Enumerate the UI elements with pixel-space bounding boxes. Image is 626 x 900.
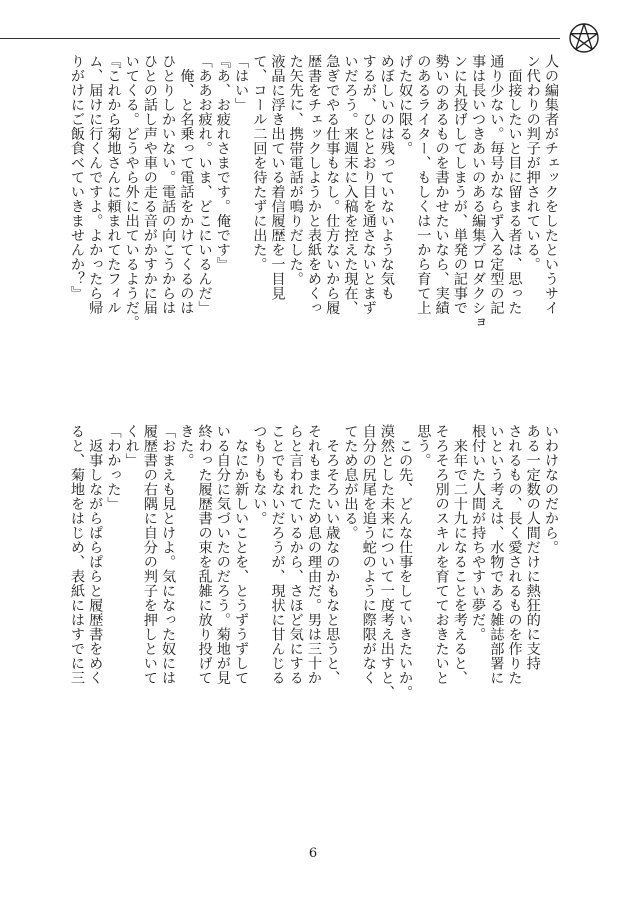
text-column: 事は長いつきあいのある編集プロダクショ [470, 54, 487, 330]
text-column: 返事しながらぱらぱらと履歴書をめく [87, 424, 104, 685]
text-column: 来年で二十九になることを考えると、 [451, 424, 468, 685]
text-column: いだろう。来週末に入稿を控えた現在、 [342, 54, 359, 315]
text-column: らと言われているから、さほど気にする [287, 424, 304, 685]
text-column: 自分の尻尾を追う蛇のように際限がなく [360, 424, 377, 685]
text-column: ことでもないだろうが、現状に甘んじる [269, 424, 286, 685]
text-column: 勢いのあるものを書かせたいなら、実績 [433, 54, 450, 315]
text-column: ひとの話し声や車の走る音がかすかに届 [141, 54, 158, 315]
header-rule [0, 38, 560, 39]
text-column: ると、菊地をはじめ、表紙にはすでに三 [69, 424, 85, 685]
text-column: ある一定数の人間だけに熱狂的に支持 [524, 424, 541, 671]
text-column: 通り少ない。毎号かならず入る定型の記 [488, 54, 505, 315]
text-column: 急ぎでやる仕事もなし。仕方ないから履 [324, 54, 341, 315]
text-column: 液晶に浮き出ている着信履歴を一目見 [269, 54, 286, 301]
text-column: ム、届けに行くんですよ。よかったら帰 [87, 54, 104, 315]
text-column: げた奴に限る。 [397, 54, 414, 156]
text-column: 俺、と名乗って電話をかけてくるのは [178, 54, 195, 315]
text-column: 「はい」 [233, 54, 250, 112]
text-column: 履歴書の右隅に自分の判子を押しといて [141, 424, 158, 685]
text-column: 『あ、お疲れさまです。俺です』 [214, 54, 231, 272]
text-column: 面接したいと目に留まる者は、思った [506, 54, 523, 315]
text-column: そろそろ別のスキルを育てておきたいと [433, 424, 450, 685]
page-number: 6 [308, 846, 318, 861]
text-column: ひとりしかいない。電話の向こうからは [160, 54, 177, 315]
text-column: 「おまえも見とけよ。気になった奴には [160, 424, 177, 685]
text-column: 思う。 [415, 424, 432, 468]
text-column: のあるライター、もしくは一から育て上 [415, 54, 432, 315]
text-column: つもりもない。 [251, 424, 268, 526]
text-column: いてくる。どうやら外に出ているようだ。 [123, 54, 140, 330]
text-column: りがけにご飯食べていきませんか？』 [69, 54, 85, 301]
text-column: 「ああお疲れ。いま、どこにいるんだ」 [196, 54, 213, 315]
text-column: めぼしいのは残っていないような気も [378, 54, 395, 301]
text-column: ンに丸投げしてしまうが、単発の記事で [451, 54, 468, 315]
text-column: するが、ひととおり目を通さないとまず [360, 54, 377, 315]
text-column: きた。 [178, 424, 195, 468]
text-column: 終わった履歴書の束を乱雑に放り投げて [196, 424, 213, 685]
text-column: 漠然とした未来について一度考え出すと、 [378, 424, 395, 700]
text-column: 根付いた人間が持ちやすい夢だ。 [470, 424, 487, 642]
pentagram-emblem-icon [566, 20, 602, 56]
text-column: くれ」 [123, 424, 140, 468]
text-column: 人の編集者がチェックをしたというサイ [543, 54, 559, 315]
text-column: 『これから菊地さんに頼まれてたフィル [105, 54, 122, 315]
text-column: なにか新しいことを、とうずうずして [233, 424, 250, 685]
text-column: 歴書をチェックしようかと表紙をめくっ [306, 54, 322, 315]
text-column: ン代わりの判子が押されている。 [524, 54, 541, 272]
text-column: 「わかった」 [105, 424, 122, 511]
text-column: てため息が出る。 [342, 424, 359, 540]
text-column: いる自分に気づいたのだろう。菊地が見 [214, 424, 231, 685]
bottom-text-tier [66, 424, 562, 790]
text-column: それもまたため息の理由だ。男は三十か [306, 424, 322, 685]
text-column: されるもの、長く愛されるものを作りた [506, 424, 523, 685]
text-column: いわけなのだから。 [543, 424, 559, 555]
text-column: た矢先に、携帯電話が鳴りだした。 [287, 54, 304, 286]
text-column: て、コール二回を待たずに出た。 [251, 54, 268, 272]
top-text-tier [66, 54, 562, 420]
text-column: そろそろいい歳なのかもなと思うと、 [324, 424, 341, 685]
text-column: いという考えは、水物である雑誌部署に [488, 424, 505, 685]
text-column: この先、どんな仕事をしていきたいか。 [397, 424, 414, 700]
